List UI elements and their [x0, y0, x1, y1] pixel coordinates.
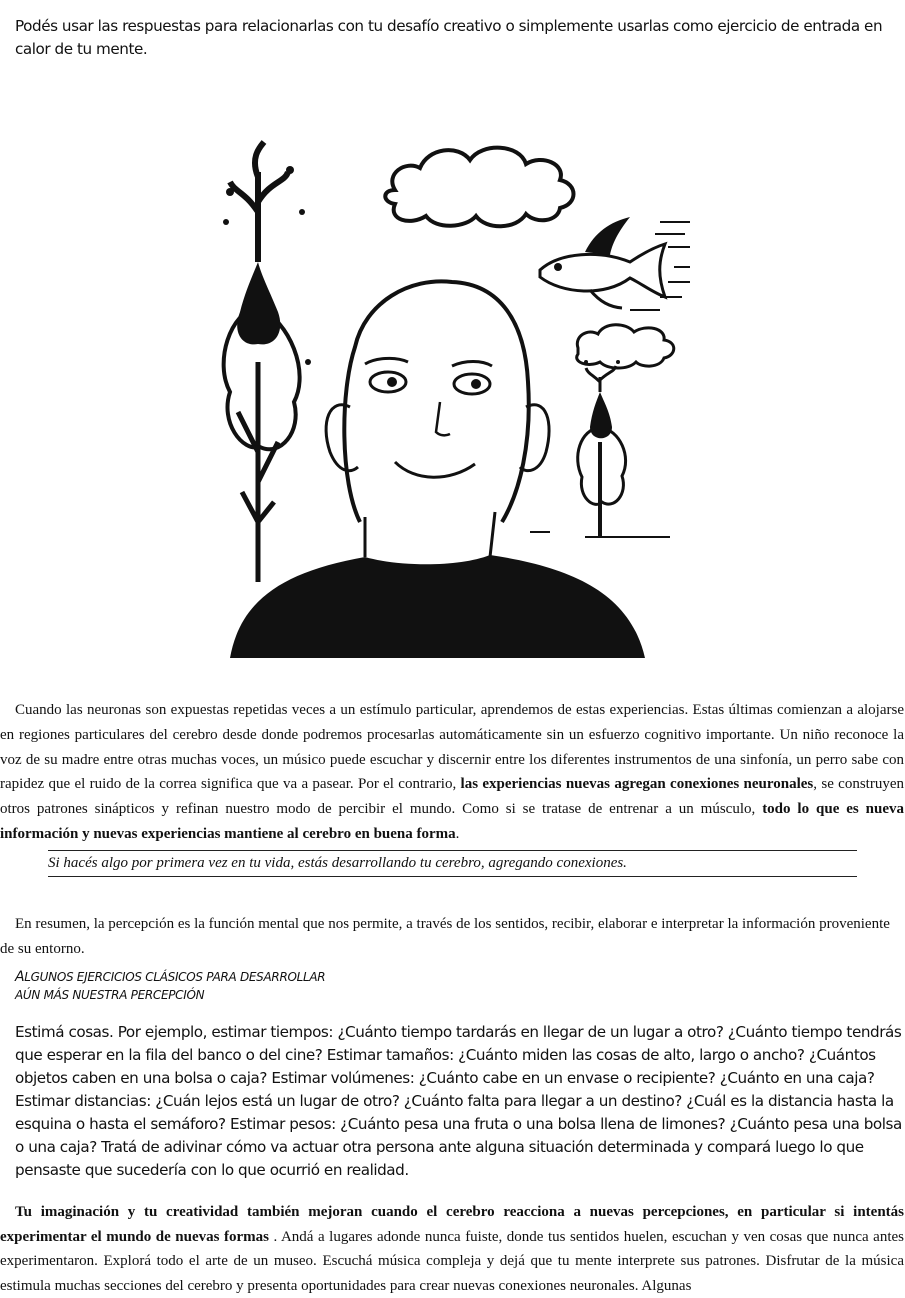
exercises-paragraph: Estimá cosas. Por ejemplo, estimar tiempos: ¿Cuánto tiempo tardarás en llegar de un lugar a otro? ¿Cuánto tiempo tendrás que esperar en la fila del banco o del cine? Estimar tamaños: ¿Cuánto miden las cosas de alto, largo o ancho? ¿Cuántos objetos caben en una bolsa o caja? Estimar volúmenes: ¿Cuánto cabe en un envase o recipiente? ¿Cuánto en una caja? Estimar distancias: ¿Cuán lejos está un lugar de otro? ¿Cuánto falta para llegar a un destino? ¿Cuál es la distancia hasta la esquina o hasta el semáforo? Estimar pesos: ¿Cuánto pesa una fruta o una bolsa llena de limones? ¿Cuánto pesa una bolsa o una caja? Tratá de adivinar cómo va actuar otra persona ante alguna situación determinada y compará luego lo que pensaste que sucedería con lo que ocurrió en realidad. [15, 1023, 902, 1180]
para1-text-2: , se construyen otros patrones sinápticos y refinan nuestro modo de percibir el mundo. Como si se tratase de entrenar a un músculo, [0, 776, 904, 818]
para1-bold-1: las experiencias nuevas agregan conexiones neuronales [460, 776, 814, 793]
imagination-paragraph [0, 1200, 904, 1298]
summary-paragraph [0, 912, 900, 962]
para1-text-3: . [455, 825, 460, 842]
small-cloud-icon [577, 325, 674, 368]
section-heading-line-1: ALGUNOS EJERCICIOS CLÁSICOS PARA DESARROLLAR [15, 969, 326, 985]
para1-bold-2: todo lo que es nueva información y nuevas experiencias mantiene al cerebro en buena forma [0, 801, 905, 842]
para2-text: En resumen, la percepción es la función mental que nos permite, a través de los sentidos, recibir, elaborar e interpretar la información proveniente de su entorno. [0, 916, 890, 957]
person-icon [230, 281, 645, 658]
para3-bold-1: Tu imaginación y tu creatividad también mejoran cuando el cerebro reacciona a nuevas percepciones, en particular si intentás experimentar el mundo de nuevas formas [0, 1204, 904, 1245]
cloud-icon [385, 148, 573, 227]
person-with-trees-illustration [190, 62, 720, 662]
para1-text-1: Cuando las neuronas son expuestas repetidas veces a un estímulo particular, aprendemos de estas experiencias. Estas últimas comienzan a alojarse en regiones particulares del cerebro desde donde podremos procesarlas automáticamente sin un esfuerzo cognitivo importante. Un niño reconoce la voz de su madre entre otras muchas voces, un músico puede escuchar y discernir entre los diferentes instrumentos de una sinfonía, un perro sabe con rapidez que el ruido de la correa significa que va a pasear. Por el contrario, [0, 702, 904, 793]
section-heading-line-2: AÚN MÁS NUESTRA PERCEPCIÓN [15, 988, 205, 1002]
section-heading [15, 968, 615, 1004]
right-tree-icon [578, 360, 626, 537]
quote-text: Si hacés algo por primera vez en tu vida, estás desarrollando tu cerebro, agregando conexiones. [48, 855, 627, 871]
fish-icon [540, 217, 690, 310]
intro-paragraph: Podés usar las respuestas para relacionarlas con tu desafío creativo o simplemente usarlas como ejercicio de entrada en calor de tu mente. [15, 17, 883, 59]
para3-text-1: . Andá a lugares adonde nunca fuiste, donde tus sentidos huelen, escuchan y ven cosas que nunca antes experimentaron. Explorá todo el arte de un museo. Escuchá música compleja y dejá que tu mente interprete sus patrones. Disfrutar de la música estimula muchas secciones del cerebro y presenta oportunidades para crear nuevas conexiones neuronales. Algunas [0, 1228, 904, 1294]
quote-box [48, 850, 857, 877]
left-tree-icon [223, 142, 311, 582]
neurons-paragraph [0, 698, 904, 847]
